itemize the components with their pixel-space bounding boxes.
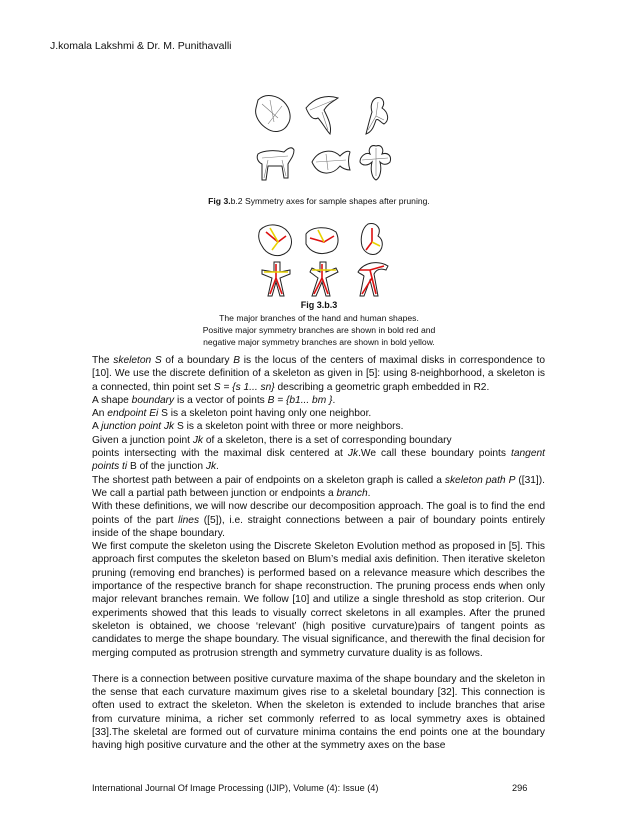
paragraph-endpoint-definition: An endpoint Ei S is a skeleton point having only one neighbor.	[92, 408, 372, 420]
human-shape-3	[358, 263, 388, 296]
hand-shape-3	[361, 224, 382, 255]
paragraph-skeleton-definition: The skeleton S of a boundary B is the locus of the centers of maximal disks in correspondence to [10]. We use the discrete definition of a skeleton as given in [5]: using 8-neighborhood, a skeleton is a connected, thin point set S = {s 1... sn} describing a geometric graph embedded in R2.	[92, 355, 545, 393]
paragraph-skeleton-path: The shortest path between a pair of endpoints on a skeleton graph is called a skeleton path P ([31]). We call a partial path between junction or endpoints a branch.	[92, 474, 545, 499]
human-shape-1	[262, 262, 290, 296]
shape-human	[366, 98, 388, 134]
figure-major-branches	[254, 216, 394, 300]
paragraph-tangent-points: points intersecting with the maximal disk centered at Jk.We call these boundary points tangent points ti B of the junction Jk.	[92, 448, 545, 473]
human-shape-2	[310, 262, 338, 296]
figure-1-caption: Fig 3.b.2 Symmetry axes for sample shapes after pruning.	[208, 196, 430, 206]
shape-hand	[256, 96, 290, 132]
figure-2-label: Fig 3.b.3	[300, 300, 338, 310]
figure-2-caption-line: negative major symmetry branches are shown in bold yellow.	[203, 337, 435, 347]
shape-dog	[257, 148, 294, 180]
body-text	[92, 354, 545, 753]
paragraph-decomposition: With these definitions, we will now describe our decomposition approach. The goal is to find the end points of the part lines ([5]), i.e. straight connections between a pair of boundary points entirely inside of the shape boundary.	[92, 501, 545, 539]
hand-shape-2	[306, 228, 338, 254]
figure-symmetry-axes	[248, 88, 398, 190]
shape-fish	[312, 151, 350, 173]
running-header: J.komala Lakshmi & Dr. M. Punithavalli	[50, 40, 232, 52]
shape-bird	[306, 96, 338, 134]
hand-shape-1	[259, 225, 292, 256]
footer-page-number: 296	[512, 783, 528, 793]
paragraph-junction-definition: A junction point Jk S is a skeleton point with three or more neighbors.	[92, 421, 404, 433]
paragraph-dse-method: We first compute the skeleton using the Discrete Skeleton Evolution method as proposed in [5]. This approach first computes the skeleton based on Blum’s medial axis definition. Then iterative skeleton pruning (removing end branches) is performed based on a relevance measure which describes the importance of the respective branch for shape reconstruction. The pruning process ends when only major relevant branches remain. We follow [10] and utilize a single threshold as stop criterion. Our experiments showed that this leads to visually correct skeletons in all examples. After the pruned skeleton is obtained, we choose ‘relevant’ (high positive curvature)pairs of tangent points as candidates to merge the shape boundary. The visual significance, and therewith the final decision for merging computed as protrusion strength and symmetry curvature duality is as follows.	[92, 541, 545, 659]
paragraph-boundary-definition: A shape boundary is a vector of points B = {b1... bm }.	[92, 394, 336, 406]
figure-2-caption-line: Positive major symmetry branches are shown in bold red and	[202, 325, 436, 335]
figure-2-caption-line: The major branches of the hand and human shapes.	[219, 313, 419, 323]
paragraph-junction-given: Given a junction point Jk of a skeleton, there is a set of corresponding boundary	[92, 434, 452, 446]
shape-cross-leaf	[360, 146, 391, 180]
footer-journal: International Journal Of Image Processing (IJIP), Volume (4): Issue (4)	[92, 783, 379, 793]
paragraph-curvature-connection: There is a connection between positive curvature maxima of the shape boundary and the skeleton in the sense that each curvature maximum gives rise to a skeletal boundary [32]. This connection is often used to extract the skeleton. When the skeleton is extended to include branches that arise from curvature minima, a richer set commonly referred to as local symmetry axes is obtained [33].The skeletal are formed out of curvature minima contains the end points one at the boundary having high positive curvature and the other at the symmetry axes on the base	[92, 673, 545, 752]
